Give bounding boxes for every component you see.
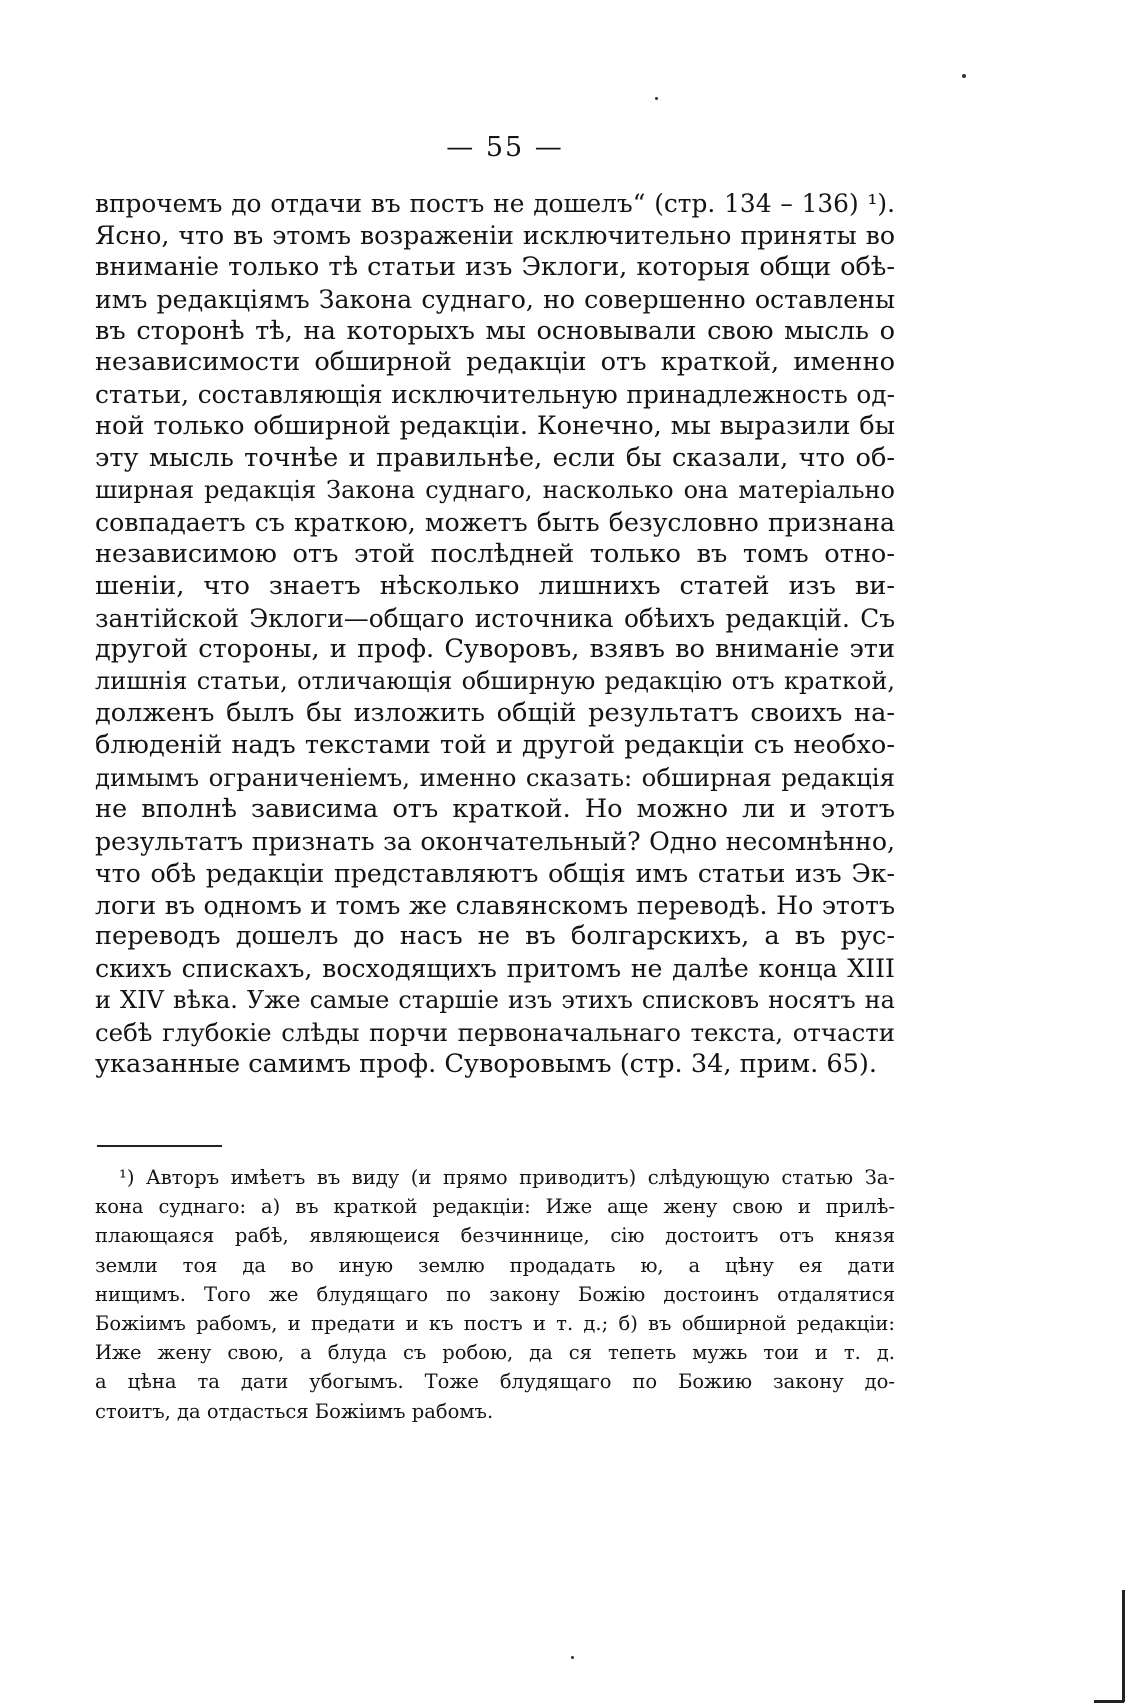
- footnote-line: нищимъ. Того же блудящаго по закону Божію достоинъ отдалятися: [95, 1282, 895, 1306]
- footnote-line: ¹) Авторъ имѣетъ въ виду (и прямо приводитъ) слѣдующую статью За-: [119, 1166, 895, 1189]
- text-line: долженъ былъ бы изложить общій результатъ своихъ на-: [95, 698, 895, 729]
- text-line: себѣ глубокіе слѣды порчи первоначальнаго текста, отчасти: [95, 1018, 895, 1048]
- text-line: что обѣ редакціи представляютъ общія имъ статьи изъ Эк-: [95, 858, 895, 888]
- text-line: и XIV вѣка. Уже самые старшіе изъ этихъ списковъ носятъ на: [95, 986, 895, 1015]
- text-line: не вполнѣ зависима отъ краткой. Но можно ли и этотъ: [95, 793, 895, 824]
- text-line: независимости обширной редакціи отъ краткой, именно: [95, 347, 895, 378]
- footnote-line: стоитъ, да отдасться Божіимъ рабомъ.: [95, 1399, 494, 1423]
- text-line: Ясно, что въ этомъ возраженіи исключительно приняты во: [95, 220, 895, 250]
- text-line: указанные самимъ проф. Суворовымъ (стр. 34, прим. 65).: [95, 1049, 878, 1080]
- footnote-line: земли тоя да во иную землю продадать ю, а цѣну ея дати: [95, 1253, 895, 1277]
- scan-speck: [962, 74, 966, 78]
- text-line: въ сторонѣ тѣ, на которыхъ мы основывали свою мысль о: [95, 315, 895, 346]
- footnote-line: Божіимъ рабомъ, и предати и къ постъ и т. д.; б) въ обширной редакціи:: [95, 1311, 895, 1335]
- text-line: шеніи, что знаетъ нѣсколько лишнихъ статей изъ ви-: [95, 570, 895, 601]
- text-line: результатъ признать за окончательный? Одно несомнѣнно,: [95, 826, 895, 856]
- text-line: димымъ ограниченіемъ, именно сказать: обширная редакція: [95, 763, 895, 793]
- footnote-line: плающаяся рабѣ, являющеися безчиннице, сію достоитъ отъ князя: [95, 1224, 895, 1248]
- footnote-line: а цѣна та дати убогымъ. Тоже блудящаго по Божию закону до-: [95, 1370, 895, 1394]
- text-line: впрочемъ до отдачи въ постъ не дошелъ“ (стр. 134 – 136) ¹).: [95, 189, 895, 218]
- page-edge-mark: [1122, 1590, 1125, 1702]
- main-text: [95, 188, 895, 1081]
- text-line: переводъ дошелъ до насъ не въ болгарскихъ, а въ рус-: [95, 921, 895, 952]
- footnote-line: кона суднаго: а) въ краткой редакціи: Иже аще жену свою и прилѣ-: [95, 1195, 895, 1219]
- text-line: ширная редакція Закона суднаго, насколько она матеріально: [95, 476, 895, 505]
- text-line: совпадаетъ съ краткою, можетъ быть безусловно признана: [95, 507, 895, 537]
- page-edge-mark: [1094, 1700, 1124, 1703]
- text-line: скихъ спискахъ, восходящихъ притомъ не далѣе конца XIII: [95, 954, 895, 984]
- text-line: вниманіе только тѣ статьи изъ Эклоги, которыя общи обѣ-: [95, 251, 895, 282]
- text-line: статьи, составляющія исключительную принадлежность од-: [95, 380, 895, 410]
- page-number: — 55 —: [446, 132, 564, 163]
- footnote: [95, 1163, 895, 1426]
- text-line: ной только обширной редакціи. Конечно, мы выразили бы: [95, 411, 895, 442]
- text-line: логи въ одномъ и томъ же славянскомъ переводѣ. Но этотъ: [95, 890, 895, 920]
- scan-speck: [571, 1656, 574, 1659]
- text-line: имъ редакціямъ Закона суднаго, но совершенно оставлены: [95, 284, 895, 314]
- scan-speck: [655, 97, 658, 100]
- footnote-rule: [97, 1145, 222, 1147]
- text-line: эту мысль точнѣе и правильнѣе, если бы сказали, что об-: [95, 443, 895, 474]
- text-line: блюденій надъ текстами той и другой редакціи съ необхо-: [95, 730, 895, 761]
- text-line: независимою отъ этой послѣдней только въ томъ отно-: [95, 538, 895, 569]
- footnote-line: Иже жену свою, а блуда съ робою, да ся тепеть мужь тои и т. д.: [95, 1341, 895, 1365]
- text-line: другой стороны, и проф. Суворовъ, взявъ во вниманіе эти: [95, 634, 895, 665]
- text-line: зантійской Эклоги—общаго источника обѣихъ редакцій. Съ: [95, 603, 895, 633]
- text-line: лишнія статьи, отличающія обширную редакцію отъ краткой,: [95, 667, 895, 696]
